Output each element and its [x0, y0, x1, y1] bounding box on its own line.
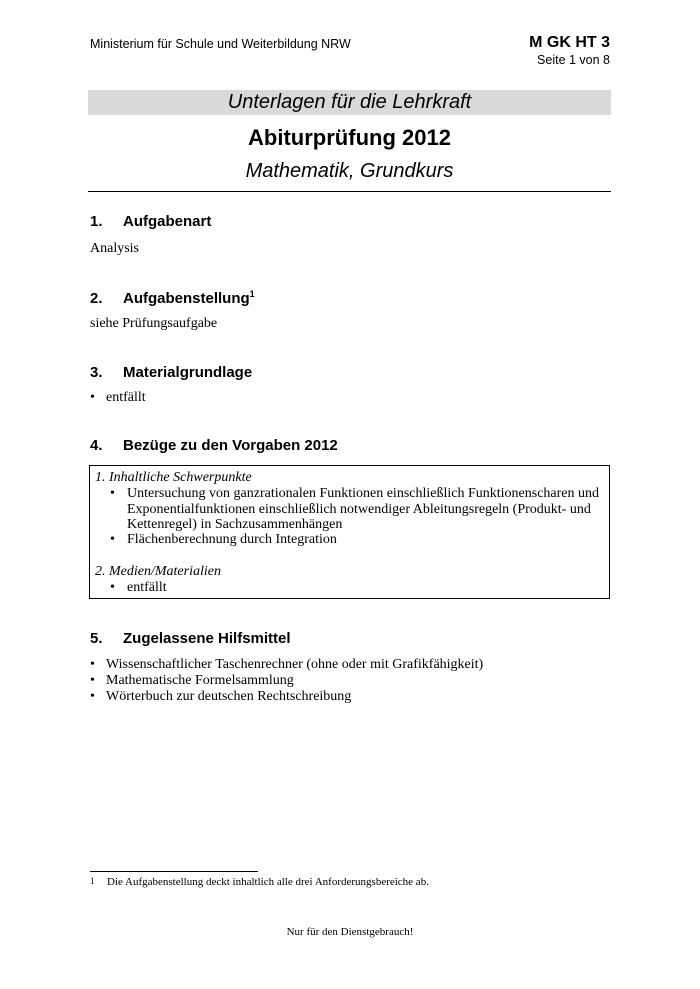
list-item-text: entfällt — [127, 580, 167, 595]
bullet-icon: • — [90, 673, 95, 688]
section-1-text: Analysis — [90, 241, 139, 256]
list-item — [90, 390, 146, 406]
box-part-1-title: 1. Inhaltliche Schwerpunkte — [95, 470, 252, 485]
ministry-name: Ministerium für Schule und Weiterbildung NRW — [90, 37, 351, 51]
teacher-banner: Unterlagen für die Lehrkraft — [88, 90, 611, 115]
title-divider — [88, 191, 611, 192]
bullet-icon: • — [110, 486, 115, 501]
list-item-text: Untersuchung von ganzrationalen Funktionen einschließlich Funktionenscharen und Exponentialfunktionen einschließlich notwendiger Ableitungsregeln (Produkt- und Kettenregel) in Sachzusammenhängen — [127, 486, 600, 532]
bullet-icon: • — [110, 580, 115, 595]
list-item — [110, 486, 606, 533]
bullet-icon: • — [110, 532, 115, 547]
section-5-number: 5. — [90, 630, 103, 647]
list-item — [90, 673, 294, 689]
list-item — [90, 657, 483, 673]
page-subtitle: Mathematik, Grundkurs — [245, 160, 454, 182]
bullet-icon: • — [90, 390, 95, 405]
section-4-title: Bezüge zu den Vorgaben 2012 — [123, 437, 338, 454]
footnote-reference[interactable]: 1 — [249, 289, 255, 299]
bullet-icon: • — [90, 657, 95, 672]
document-code: M GK HT 3 — [529, 34, 610, 51]
section-4-heading — [90, 437, 338, 454]
list-item — [110, 580, 167, 596]
section-2-heading — [90, 289, 255, 307]
footnote — [90, 876, 429, 888]
section-3-title: Materialgrundlage — [123, 364, 253, 381]
list-item-text: entfällt — [106, 390, 146, 405]
list-item-text: Flächenberechnung durch Integration — [127, 532, 337, 547]
list-item-text: Wissenschaftlicher Taschenrechner (ohne oder mit Grafikfähigkeit) — [106, 657, 484, 672]
box-part-2-title: 2. Medien/Materialien — [95, 564, 221, 579]
list-item-text: Mathematische Formelsammlung — [106, 673, 294, 688]
list-item-text: Wörterbuch zur deutschen Rechtschreibung — [106, 689, 352, 704]
footnote-number: 1 — [90, 876, 95, 886]
list-item — [90, 689, 351, 705]
section-1-heading — [90, 213, 211, 230]
requirements-box — [89, 465, 610, 599]
section-2-text: siehe Prüfungsaufgabe — [90, 316, 218, 331]
footnote-divider — [90, 871, 258, 872]
page-number: Seite 1 von 8 — [537, 53, 610, 67]
section-4-number: 4. — [90, 437, 103, 454]
bullet-icon: • — [90, 689, 95, 704]
section-1-title: Aufgabenart — [123, 213, 212, 230]
footer-note: Nur für den Dienstgebrauch! — [286, 926, 414, 938]
footnote-text: Die Aufgabenstellung deckt inhaltlich alle drei Anforderungsbereiche ab. — [107, 876, 429, 888]
page-title: Abiturprüfung 2012 — [248, 125, 451, 150]
section-3-heading — [90, 364, 252, 381]
section-1-number: 1. — [90, 213, 103, 230]
list-item — [110, 532, 606, 548]
section-2-title: Aufgabenstellung — [123, 290, 250, 307]
section-2-number: 2. — [90, 290, 103, 307]
section-5-heading — [90, 630, 291, 647]
section-3-number: 3. — [90, 364, 103, 381]
section-5-title: Zugelassene Hilfsmittel — [123, 630, 291, 647]
